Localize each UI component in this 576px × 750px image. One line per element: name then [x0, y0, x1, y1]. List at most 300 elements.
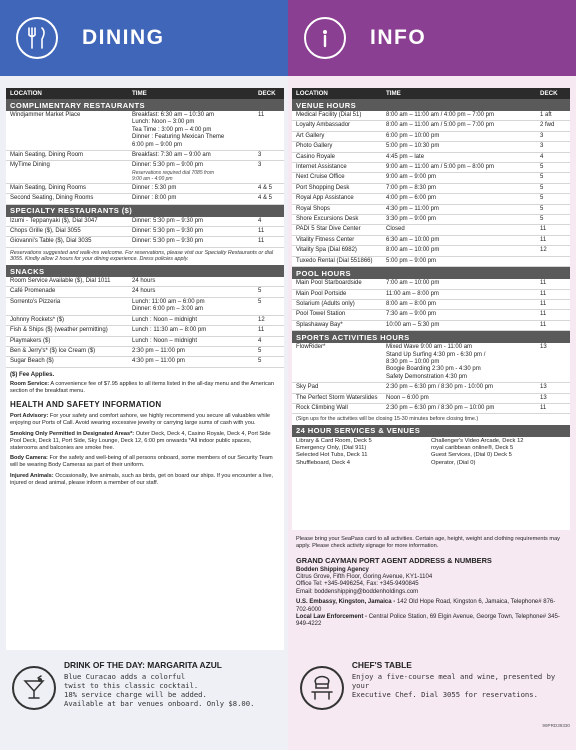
time-line: 7:30 am – 9:00 pm — [386, 311, 437, 318]
service-item: Emergency Only, (Dial 911) — [296, 445, 367, 452]
time-line: 5:00 pm – 9:00 pm — [386, 257, 437, 264]
time-line: 7:00 pm – 8:30 pm — [386, 184, 437, 191]
table-row — [6, 298, 284, 316]
table-row — [6, 237, 284, 247]
table-row — [292, 215, 570, 225]
time-line: Dinner : 5:30 pm — [132, 184, 177, 191]
time-line: Dinner: 5:30 pm – 9:00 pm — [132, 162, 204, 169]
row-time — [386, 258, 540, 265]
row-location: Chops Grille ($), Dial 3055 — [10, 228, 81, 235]
row-location: FlowRider* — [296, 344, 326, 351]
table-row — [6, 217, 284, 227]
row-deck: 11 — [540, 321, 547, 328]
row-time — [386, 174, 540, 181]
table-row — [6, 287, 284, 297]
row-time — [132, 338, 258, 345]
port-title: GRAND CAYMAN PORT AGENT ADDRESS & NUMBERS — [296, 555, 492, 565]
row-location: MyTime Dining — [10, 162, 50, 169]
row-time — [132, 228, 258, 235]
row-deck: 4 — [258, 217, 262, 224]
time-line: Lunch : 11:30 am – 8:00 pm — [132, 327, 207, 334]
time-line: 8:00 am – 11:00 am / 5:00 pm – 7:00 pm — [386, 122, 494, 129]
time-line: Stand Up Surfing 4:30 pm - 6:30 pm / — [386, 351, 486, 358]
row-time — [132, 238, 258, 245]
row-deck: 5 — [540, 216, 544, 223]
row-location: Art Gallery — [296, 132, 325, 139]
time-line: Dinner: 5:30 pm – 9:30 pm — [132, 217, 204, 224]
section-specialty: SPECIALTY RESTAURANTS ($) — [6, 205, 284, 217]
row-location: Photo Gallery — [296, 143, 333, 150]
time-line: Breakfast: 6:30 am – 10:30 am — [132, 112, 215, 118]
row-time — [386, 405, 540, 412]
section-venue-hours: VENUE HOURS — [292, 99, 570, 111]
table-row — [292, 173, 570, 183]
row-time — [386, 206, 540, 213]
time-line: 8:00 am – 8:00 pm — [386, 300, 437, 307]
row-location: Main Seating, Dining Rooms — [10, 184, 87, 191]
row-time — [386, 112, 540, 119]
specialty-rows — [6, 217, 284, 248]
sport-rows — [292, 343, 570, 414]
table-row — [292, 184, 570, 194]
health-item — [6, 471, 284, 489]
service-item: Operator, (Dial 0) — [431, 459, 476, 466]
fee-applies: ($) Fee Applies. — [10, 371, 55, 378]
time-line: Closed — [386, 226, 405, 233]
row-time — [386, 322, 540, 329]
row-deck: 11 — [540, 280, 547, 287]
section-pool-hours: POOL HOURS — [292, 267, 570, 279]
row-deck: 4 — [540, 153, 544, 160]
row-deck: 2 fwd — [540, 122, 555, 129]
section-complimentary: COMPLIMENTARY RESTAURANTS — [6, 99, 284, 111]
fork-knife-icon — [16, 17, 58, 59]
time-line: 5:00 pm – 10:30 pm — [386, 143, 440, 150]
time-line: 8:00 am – 11:00 am / 4:00 pm – 7:00 pm — [386, 112, 494, 118]
snack-rows — [6, 277, 284, 368]
row-deck: 11 — [258, 228, 265, 235]
row-deck: 11 — [258, 327, 265, 334]
row-time — [132, 358, 258, 365]
time-line: Breakfast: 7:30 am – 9:00 am — [132, 152, 211, 159]
row-location: Ben & Jerry's* ($) Ice Cream ($) — [10, 347, 96, 354]
row-location: Café Promenade — [10, 288, 56, 295]
chef-table-icon — [300, 666, 344, 710]
table-row — [292, 310, 570, 320]
table-row — [292, 343, 570, 383]
table-row — [292, 321, 570, 331]
table-row — [292, 404, 570, 414]
row-time — [386, 280, 540, 287]
time-line: 4:30 pm – 11:00 pm — [132, 358, 185, 365]
row-deck: 11 — [258, 238, 265, 245]
row-time — [132, 327, 258, 334]
text-line: Blue Curacao adds a colorful — [64, 672, 186, 681]
table-row — [292, 163, 570, 173]
row-location: Tuxedo Rental (Dial 551866) — [296, 257, 373, 264]
health-item — [6, 429, 284, 453]
embassy-text: 142 Old Hope Road, Kingston 6, Jamaica, Telephone# 876-702-6000 — [296, 599, 556, 613]
time-line: Noon – 6:00 pm — [386, 394, 429, 401]
row-location: Main Pool Starboardside — [296, 280, 362, 287]
row-deck: 11 — [258, 112, 265, 118]
row-time — [132, 195, 258, 202]
time-line: 6:30 am – 10:00 pm — [386, 236, 440, 243]
row-deck: 12 — [258, 316, 265, 323]
row-deck: 4 — [258, 337, 262, 344]
row-time — [386, 301, 540, 308]
row-deck: 3 — [540, 143, 544, 150]
agency-name: Bodden Shipping Agency — [296, 566, 369, 573]
time-line: 4:45 pm – late — [386, 153, 425, 160]
header-deck: DECK — [258, 90, 276, 97]
time-line: Dinner: 5:30 pm – 9:30 pm — [132, 238, 204, 245]
dining-title: DINING — [82, 26, 165, 49]
table-row — [6, 151, 284, 161]
time-line: 9:00 am - 4:00 pm — [132, 175, 173, 182]
info-title: INFO — [370, 26, 427, 49]
row-location: Royal App Assistance — [296, 195, 354, 202]
row-deck: 5 — [540, 205, 544, 212]
room-service-text: A convenience fee of $7.95 applies to all items listed in the all-day menu and the American section of the breakfast menu. — [10, 380, 274, 394]
row-location: Royal Shops — [296, 205, 331, 212]
table-row — [292, 300, 570, 310]
venue-rows — [292, 111, 570, 267]
row-deck: 11 — [540, 300, 547, 307]
text-line: Office Tel: +345-9496254, Fax: +345-9490845 — [296, 581, 419, 588]
table-row — [292, 111, 570, 121]
row-location: Vitality Spa (Dial 6982) — [296, 247, 357, 254]
table-row — [292, 205, 570, 215]
row-time — [386, 122, 540, 129]
time-line: Mixed Wave 9:00 am - 11:00 am — [386, 344, 473, 351]
row-time — [386, 226, 540, 233]
section-snacks: SNACKS — [6, 265, 284, 277]
row-location: Medical Facility (Dial 51) — [296, 112, 362, 118]
table-row — [292, 153, 570, 163]
table-row — [292, 142, 570, 152]
row-time — [132, 348, 258, 355]
row-deck: 12 — [540, 247, 547, 254]
row-deck: 3 — [540, 132, 544, 139]
row-time — [132, 162, 258, 181]
row-location: Room Service Available ($), Dial 1011 — [10, 278, 111, 285]
time-line: 4:30 pm – 11:00 pm — [386, 205, 439, 212]
row-time — [132, 112, 258, 149]
row-deck: 11 — [540, 290, 547, 297]
time-line: 9:00 am – 9:00 pm — [386, 174, 437, 181]
table-row — [292, 394, 570, 404]
info-card — [292, 88, 570, 530]
row-time — [132, 218, 258, 225]
info-banner — [288, 0, 576, 76]
time-line: Lunch : Noon – midnight — [132, 316, 198, 323]
time-line: Dinner : Featuring Mexican Theme — [132, 134, 225, 141]
print-code: 99PRD39330 — [542, 723, 570, 728]
row-location: Main Seating, Dining Room — [10, 152, 84, 159]
time-line: 7:00 am – 10:00 pm — [386, 280, 440, 287]
time-line: 3:30 pm – 9:00 pm — [386, 216, 437, 223]
table-row — [292, 246, 570, 256]
text-line: Available at bar venues onboard. Only $8.00. — [64, 699, 255, 708]
service-item: royal caribbean online®, Deck 5 — [431, 445, 514, 452]
embassy-label: U.S. Embassy, Kingston, Jamaica - — [296, 599, 396, 606]
row-time — [386, 216, 540, 223]
row-deck: 3 — [258, 152, 262, 159]
row-deck: 4 & 5 — [258, 195, 273, 202]
row-location: Johnny Rockets* ($) — [10, 316, 65, 323]
time-line: 24 hours — [132, 278, 156, 285]
time-line: Reservations required dial 7085 from — [132, 169, 214, 176]
row-time — [386, 195, 540, 202]
drink-description — [64, 672, 254, 708]
row-deck: 5 — [540, 195, 544, 202]
row-location: Sugar Beach ($) — [10, 358, 54, 365]
health-title: HEALTH AND SAFETY INFORMATION — [10, 400, 162, 410]
health-items — [6, 411, 284, 488]
agency-lines — [292, 574, 570, 596]
row-location: Sorrento's Pizzeria — [10, 298, 61, 305]
dining-banner — [0, 0, 288, 76]
time-line: 2:30 pm – 6:30 pm / 8:30 pm - 10:00 pm — [386, 384, 494, 391]
header-time: TIME — [132, 90, 147, 97]
table-row — [6, 161, 284, 183]
row-deck: 5 — [540, 174, 544, 181]
row-deck: 5 — [540, 164, 544, 171]
law-text: Central Police Station, 69 Elgin Avenue, George Town, Telephone# 345-949-4222 — [296, 614, 560, 628]
cocktail-icon — [12, 666, 56, 710]
law-label: Local Law Enforcement - — [296, 614, 368, 621]
services-list — [292, 437, 570, 468]
health-label: Smoking Only Permitted in Designated Areas*: — [10, 430, 135, 437]
row-deck: 13 — [540, 384, 547, 391]
table-row — [292, 290, 570, 300]
health-item — [6, 411, 284, 429]
time-line: 4:00 pm – 6:00 pm — [386, 195, 437, 202]
header-time: TIME — [386, 90, 401, 97]
time-line: Lunch: Noon – 3:00 pm — [132, 119, 195, 126]
embassy — [292, 599, 570, 614]
table-row — [6, 111, 284, 151]
services-left — [296, 438, 431, 467]
drink-title: DRINK OF THE DAY: MARGARITA AZUL — [64, 660, 222, 670]
table-row — [292, 279, 570, 289]
row-deck: 3 — [258, 162, 262, 169]
time-line: 9:00 am – 11:00 am / 5:00 pm – 8:00 pm — [386, 164, 494, 171]
row-deck: 11 — [540, 226, 547, 233]
time-line: 2:30 pm – 6:30 pm / 8:30 pm – 10:00 pm — [386, 404, 495, 411]
chef-title: CHEF'S TABLE — [351, 660, 412, 670]
row-deck: 1 aft — [540, 112, 552, 118]
table-row — [292, 225, 570, 235]
sports-note: (Sign ups for the activities will be closing 15-30 minutes before closing time.) — [296, 416, 479, 423]
health-label: Injured Animals: — [10, 472, 54, 479]
time-line: Lunch : Noon – midnight — [132, 337, 198, 344]
header-location: LOCATION — [296, 90, 328, 97]
law-enforcement — [292, 614, 570, 629]
table-row — [6, 357, 284, 367]
time-line: 6:00 pm – 10:00 pm — [386, 132, 440, 139]
seapass-disclaimer: Please bring your SeaPass card to all activities. Certain age, height, weight and clothing requirements may apply. Please check activity signage for more information. — [296, 536, 560, 549]
row-location: Next Cruise Office — [296, 174, 345, 181]
table-row — [6, 316, 284, 326]
drink-of-day — [0, 654, 288, 734]
table-row — [6, 227, 284, 237]
header-deck: DECK — [540, 90, 558, 97]
text-line: Citrus Grove, Fifth Floor, Goring Avenue, KY1-1104 — [296, 574, 433, 580]
dining-card — [6, 88, 284, 650]
row-deck: 11 — [540, 236, 547, 243]
table-row — [292, 236, 570, 246]
table-row — [6, 277, 284, 287]
time-line: 8:30 pm – 10:00 pm — [386, 358, 440, 365]
table-row — [6, 337, 284, 347]
row-time — [132, 288, 258, 295]
port-info — [292, 534, 570, 629]
row-location: Second Seating, Dining Rooms — [10, 195, 94, 202]
dining-table-header — [6, 88, 284, 99]
row-deck: 13 — [540, 344, 547, 351]
services-right — [431, 438, 566, 467]
row-time — [132, 152, 258, 159]
health-label: Port Advisory: — [10, 413, 49, 420]
row-location: Izumi - Teppanyaki ($), Dial 3047 — [10, 217, 98, 224]
row-location: Solarium (Adults only) — [296, 300, 355, 307]
text-line: Enjoy a five-course meal and wine, presented by your — [351, 672, 556, 690]
row-time — [386, 291, 540, 298]
row-location: Pool Towel Station — [296, 311, 346, 318]
row-deck: 11 — [540, 404, 547, 411]
row-time — [386, 237, 540, 244]
table-row — [6, 184, 284, 194]
row-time — [386, 247, 540, 254]
time-line: Dinner: 6:00 pm – 3:00 am — [132, 306, 204, 313]
health-text: Occasionally, live animals, such as birds, get on board our ships. If you encounter a live, injured or dead animal, please inform a member of our staff. — [10, 472, 274, 486]
info-icon — [304, 17, 346, 59]
row-location: Shore Excursions Desk — [296, 216, 359, 223]
health-text: For the safety and well-being of all persons onboard, some members of our Security Team will be wearing Body Cameras as part of their uniform. — [10, 455, 273, 469]
health-text: For your safety and comfort ashore, we highly recommend you secure all valuables while enjoying our Ports of Call. Avoid wearing excessive jewelry or carrying large sums of cash with you. — [10, 413, 271, 427]
time-line: 10:00 am – 5:30 pm — [386, 321, 440, 328]
text-line: twist to this classic cocktail. — [64, 681, 199, 690]
row-deck: 5 — [258, 298, 262, 305]
info-column — [288, 0, 576, 750]
info-table-header — [292, 88, 570, 99]
row-time — [386, 133, 540, 140]
time-line: 6:00 pm – 9:00 pm — [132, 141, 183, 148]
table-row — [6, 326, 284, 336]
chefs-table — [288, 654, 576, 734]
table-row — [292, 121, 570, 131]
row-location: Casino Royale — [296, 153, 336, 160]
row-time — [132, 317, 258, 324]
room-service-label: Room Service: — [10, 380, 50, 387]
row-location: Giovanni's Table ($), Dial 3035 — [10, 238, 92, 245]
room-service-note — [6, 379, 284, 397]
row-location: Windjammer Market Place — [10, 112, 81, 118]
health-label: Body Camera: — [10, 455, 48, 462]
row-deck: 13 — [540, 394, 547, 401]
row-location: Playmakers ($) — [10, 337, 51, 344]
row-deck: 5 — [258, 358, 262, 365]
time-line: Dinner : 8:00 pm — [132, 195, 177, 202]
section-services: 24 HOUR SERVICES & VENUES — [292, 425, 570, 437]
time-line: 11:00 am – 8:00 pm — [386, 290, 439, 297]
time-line: Safety Demonstration 4:30 pm — [386, 373, 468, 380]
row-location: Sky Pad — [296, 384, 319, 391]
header-location: LOCATION — [10, 90, 42, 97]
row-location: Port Shopping Desk — [296, 184, 350, 191]
service-item: Guest Services, (Dial 0) Deck 5 — [431, 452, 512, 459]
service-item: Challenger's Video Arcade, Deck 12 — [431, 437, 524, 444]
time-line: Tea Time : 3:00 pm – 4:00 pm — [132, 126, 212, 133]
section-sports: SPORTS ACTIVITIES HOURS — [292, 331, 570, 343]
row-deck: 5 — [258, 288, 262, 295]
row-time — [386, 185, 540, 192]
row-location: Splashaway Bay* — [296, 321, 343, 328]
pool-rows — [292, 279, 570, 331]
row-time — [386, 164, 540, 171]
row-location: Internet Assistance — [296, 164, 347, 171]
time-line: 8:00 am – 10:00 pm — [386, 247, 440, 254]
row-deck: 11 — [540, 311, 547, 318]
row-time — [386, 384, 540, 391]
row-deck — [540, 258, 566, 265]
health-text: Outer Deck, Deck 4, Casino Royale, Deck 4, Port Side Pool Deck, Deck 11, Port Side, Sky Lounge, Deck 12, 6:00 pm onwards *All indoor public spaces, staterooms and balconies are smoke free. — [10, 430, 271, 451]
row-deck: 5 — [258, 347, 262, 354]
row-time — [132, 278, 258, 285]
time-line: 24 hours — [132, 288, 156, 295]
row-time — [386, 395, 540, 402]
health-item — [6, 453, 284, 471]
text-line: Email: boddenshipping@boddenholdings.com — [296, 588, 419, 595]
row-deck: 5 — [540, 184, 544, 191]
text-line: Executive Chef. Dial 3055 for reservations. — [351, 690, 538, 699]
row-time — [386, 143, 540, 150]
service-item: Shuffleboard, Deck 4 — [296, 459, 351, 466]
chef-description — [352, 672, 576, 699]
service-item: Selected Hot Tubs, Deck 11 — [296, 452, 368, 459]
service-item: Library & Card Room, Deck 5 — [296, 437, 372, 444]
row-location: PADI 5 Star Dive Center — [296, 226, 361, 233]
row-time — [386, 154, 540, 161]
row-location: Loyalty Ambassador — [296, 122, 351, 129]
table-row — [292, 257, 570, 267]
row-time — [386, 344, 540, 381]
row-location: Fish & Ships ($) (weather permitting) — [10, 327, 108, 334]
row-location: Main Pool Portside — [296, 290, 347, 297]
specialty-note: Reservations suggested and walk-ins welcome. For reservations, please visit our Specialty Restaurants or dial 3055. Kindly allow 2 hours for your dining experience. Dress policies apply. — [10, 249, 274, 263]
row-deck: 4 & 5 — [258, 184, 273, 191]
table-row — [292, 132, 570, 142]
time-line: Lunch: 11:00 am – 6:00 pm — [132, 298, 205, 305]
complimentary-rows — [6, 111, 284, 205]
text-line: 18% service charge will be added. — [64, 690, 207, 699]
row-location: The Perfect Storm Waterslides — [296, 394, 378, 401]
row-time — [386, 311, 540, 318]
table-row — [292, 194, 570, 204]
table-row — [6, 347, 284, 357]
row-deck — [258, 278, 280, 285]
time-line: Dinner: 5:30 pm – 9:30 pm — [132, 228, 204, 235]
row-time — [132, 299, 258, 314]
time-line: 2:30 pm – 11:00 pm — [132, 347, 185, 354]
row-location: Rock Climbing Wall — [296, 404, 348, 411]
table-row — [6, 194, 284, 204]
time-line: Boogie Boarding 2:30 pm - 4:30 pm — [386, 366, 481, 373]
table-row — [292, 383, 570, 393]
row-time — [132, 185, 258, 192]
